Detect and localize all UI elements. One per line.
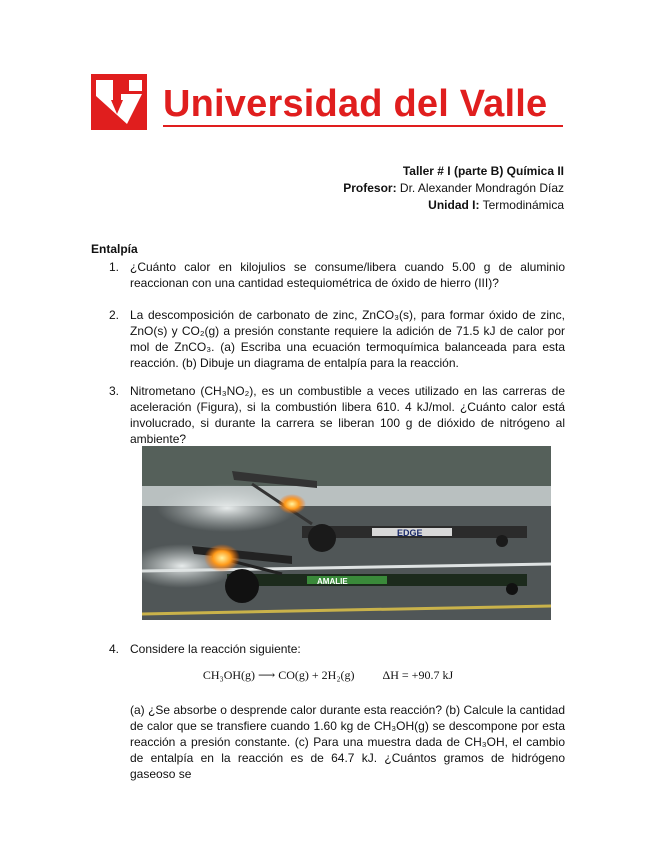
- question-3: [91, 383, 565, 447]
- question-text: ¿Cuánto calor en kilojulios se consume/libera cuando 5.00 g de aluminio reaccionan con una cantidad estequiométrica de óxido de hierro (III)?: [130, 260, 565, 290]
- question-text: La descomposición de carbonato de zinc, ZnCO₃(s), para formar óxido de zinc, ZnO(s) y CO₂(g) a presión constante requiere la adición de 71.5 kJ de calor por mol de ZnCO₃. (a) Escriba una ecuación termoquímica balanceada para esta reacción. (b) Dibuje un diagrama de entalpía para la reacción.: [130, 308, 565, 370]
- question-number: 4.: [109, 642, 120, 656]
- question-4: [91, 641, 565, 657]
- unit-label: Unidad I:: [428, 198, 480, 212]
- document-header-info: [343, 163, 564, 214]
- professor-label: Profesor:: [343, 181, 397, 195]
- question-number: 3.: [109, 384, 120, 398]
- thermochemical-equation: [91, 668, 565, 683]
- question-text: Considere la reacción siguiente:: [130, 642, 301, 656]
- question-2: [91, 307, 565, 371]
- question-text: Nitrometano (CH₃NO₂), es un combustible a veces utilizado en las carreras de aceleración (Figura), si la combustión libera 610. 4 kJ/mol. ¿Cuánto calor está involucrado, si durante la carrera se liberan 100 g de dióxido de nitrógeno al ambiente?: [130, 384, 565, 446]
- unit-name: Termodinámica: [482, 198, 564, 212]
- university-logo: [91, 74, 147, 130]
- workshop-title: Taller # I (parte B) Química II: [402, 164, 564, 178]
- reaction-equation: CH₃OH(g) ⟶ CO(g) + 2H₂(g): [202, 668, 355, 682]
- professor-name: Dr. Alexander Mondragón Díaz: [399, 181, 564, 195]
- question-4-continuation: [91, 702, 565, 782]
- reaction-enthalpy: ΔH = +90.7 kJ: [382, 668, 454, 682]
- title-underline: [163, 125, 563, 127]
- question-number: 1.: [109, 260, 120, 274]
- dragster-race-photo: [142, 446, 551, 620]
- question-1: [91, 259, 565, 291]
- section-title: Entalpía: [91, 242, 138, 256]
- question-number: 2.: [109, 308, 120, 322]
- question-text: (a) ¿Se absorbe o desprende calor durante esta reacción? (b) Calcule la cantidad de calor que se transfiere cuando 1.60 kg de CH₃OH(g) se descompone por esta reacción a presión constante. (c) Para una muestra dada de CH₃OH, el cambio de entalpía en la reacción es de 64.7 kJ. ¿Cuántos gramos de hidrógeno gaseoso se: [130, 703, 565, 781]
- car-sponsor-text: AMALIE: [317, 577, 348, 586]
- university-name: Universidad del Valle: [163, 83, 548, 125]
- car-sponsor-text: EDGE: [397, 528, 423, 538]
